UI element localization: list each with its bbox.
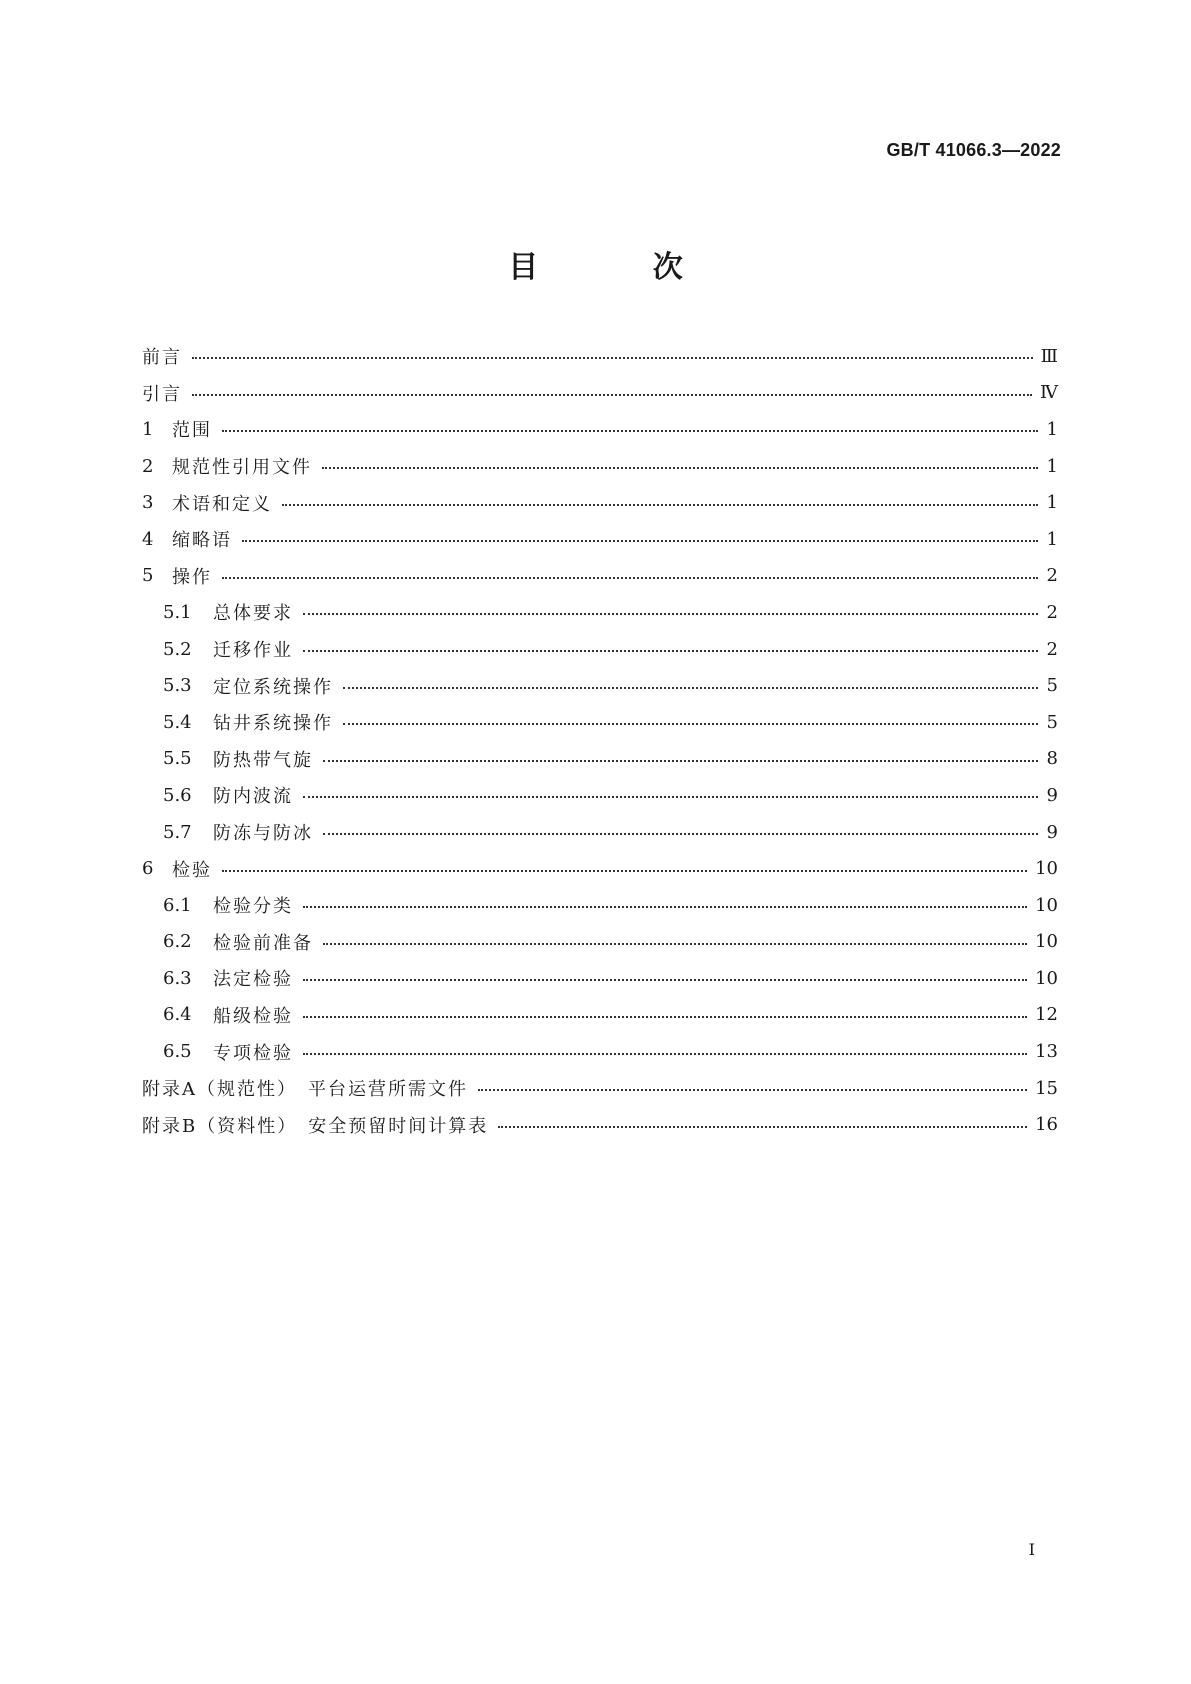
toc-entry[interactable] bbox=[142, 704, 1058, 741]
toc-entry-number: 5.2 bbox=[163, 638, 192, 660]
toc-entry[interactable] bbox=[142, 594, 1058, 631]
toc-leader-dots bbox=[192, 394, 1032, 396]
toc-leader-dots bbox=[303, 650, 1038, 652]
toc-entry-label: 钻井系统操作 bbox=[213, 713, 333, 735]
toc-leader-dots bbox=[282, 504, 1038, 506]
toc-entry-page: 5 bbox=[1046, 711, 1058, 733]
toc-leader-dots bbox=[303, 796, 1038, 798]
toc-entry[interactable] bbox=[142, 521, 1058, 558]
toc-leader-dots bbox=[343, 687, 1038, 689]
toc-entry-page: 2 bbox=[1046, 638, 1058, 660]
toc-entry-number: 6.4 bbox=[163, 1004, 192, 1026]
toc-leader-dots bbox=[322, 467, 1038, 469]
toc-entry-page: 16 bbox=[1035, 1114, 1058, 1136]
toc-entry-page: 15 bbox=[1035, 1077, 1058, 1099]
toc-entry[interactable] bbox=[142, 631, 1058, 668]
toc-entry-label: 迁移作业 bbox=[213, 640, 293, 662]
toc-leader-dots bbox=[222, 430, 1038, 432]
toc-entry-page: 12 bbox=[1035, 1004, 1058, 1026]
page-number: I bbox=[1028, 1540, 1035, 1559]
toc-leader-dots bbox=[323, 943, 1027, 945]
toc-entry-label: 专项检验 bbox=[213, 1042, 293, 1064]
toc-entry-number: 5.6 bbox=[163, 784, 192, 806]
toc-entry-page: 1 bbox=[1046, 455, 1058, 477]
toc-entry-page: 5 bbox=[1046, 675, 1058, 697]
toc-entry-number: 2 bbox=[142, 455, 154, 477]
toc-leader-dots bbox=[303, 979, 1027, 981]
toc-entry-label: 检验 bbox=[172, 859, 212, 881]
toc-leader-dots bbox=[303, 1016, 1027, 1018]
toc-entry-label: 检验前准备 bbox=[213, 932, 313, 954]
toc-entry[interactable] bbox=[142, 375, 1058, 412]
toc-entry-label: 定位系统操作 bbox=[213, 676, 333, 698]
toc-entry-page: 10 bbox=[1035, 967, 1058, 989]
toc-entry-number: 6.2 bbox=[163, 931, 192, 953]
toc-title: 目 次 bbox=[508, 250, 735, 285]
toc-leader-dots bbox=[343, 723, 1038, 725]
toc-entry-page: 10 bbox=[1035, 894, 1058, 916]
document-code: GB/T 41066.3—2022 bbox=[886, 140, 1061, 160]
toc-leader-dots bbox=[323, 760, 1038, 762]
toc-leader-dots bbox=[323, 833, 1038, 835]
toc-entry-page: 9 bbox=[1046, 821, 1058, 843]
toc-entry[interactable] bbox=[142, 667, 1058, 704]
toc-entry-page: 1 bbox=[1046, 492, 1058, 514]
toc-entry[interactable] bbox=[142, 777, 1058, 814]
table-of-contents bbox=[142, 338, 1058, 1143]
toc-entry[interactable] bbox=[142, 887, 1058, 924]
toc-leader-dots bbox=[303, 1053, 1027, 1055]
toc-entry[interactable] bbox=[142, 960, 1058, 997]
toc-leader-dots bbox=[478, 1089, 1027, 1091]
toc-entry[interactable] bbox=[142, 484, 1058, 521]
toc-entry-page: 2 bbox=[1046, 565, 1058, 587]
toc-entry[interactable] bbox=[142, 1033, 1058, 1070]
toc-entry-label: 前言 bbox=[142, 347, 182, 369]
toc-entry-number: 6.3 bbox=[163, 967, 192, 989]
toc-entry-label: 附录B（资料性） 安全预留时间计算表 bbox=[142, 1115, 489, 1137]
toc-entry-number: 6 bbox=[142, 858, 154, 880]
toc-entry-number: 3 bbox=[142, 492, 154, 514]
toc-entry-page: 1 bbox=[1046, 418, 1058, 440]
toc-entry-page: Ⅳ bbox=[1040, 382, 1058, 404]
toc-leader-dots bbox=[303, 906, 1027, 908]
toc-entry[interactable] bbox=[142, 924, 1058, 961]
toc-entry-label: 操作 bbox=[172, 566, 212, 588]
toc-entry[interactable] bbox=[142, 558, 1058, 595]
toc-entry-label: 术语和定义 bbox=[172, 493, 272, 515]
toc-entry-page: 10 bbox=[1035, 931, 1058, 953]
toc-entry-page: 10 bbox=[1035, 858, 1058, 880]
toc-entry[interactable] bbox=[142, 1106, 1058, 1143]
toc-entry-number: 6.1 bbox=[163, 894, 192, 916]
toc-entry-label: 船级检验 bbox=[213, 1005, 293, 1027]
toc-entry-page: Ⅲ bbox=[1040, 345, 1058, 367]
toc-entry-page: 1 bbox=[1046, 528, 1058, 550]
toc-leader-dots bbox=[303, 613, 1038, 615]
toc-entry-number: 5.1 bbox=[163, 601, 192, 623]
toc-leader-dots bbox=[192, 357, 1033, 359]
toc-entry-label: 范围 bbox=[172, 420, 212, 442]
toc-leader-dots bbox=[242, 540, 1038, 542]
toc-entry-page: 9 bbox=[1046, 784, 1058, 806]
toc-entry-label: 防热带气旋 bbox=[213, 749, 313, 771]
toc-entry-label: 总体要求 bbox=[213, 603, 293, 625]
toc-entry[interactable] bbox=[142, 850, 1058, 887]
toc-entry-page: 2 bbox=[1046, 601, 1058, 623]
toc-entry-label: 检验分类 bbox=[213, 896, 293, 918]
toc-entry-label: 防内波流 bbox=[213, 786, 293, 808]
toc-leader-dots bbox=[498, 1126, 1027, 1128]
toc-entry-number: 5.7 bbox=[163, 821, 192, 843]
toc-entry[interactable] bbox=[142, 1070, 1058, 1107]
toc-entry[interactable] bbox=[142, 411, 1058, 448]
toc-entry-number: 6.5 bbox=[163, 1041, 192, 1063]
toc-entry-label: 缩略语 bbox=[172, 530, 232, 552]
toc-entry[interactable] bbox=[142, 997, 1058, 1034]
toc-entry-label: 规范性引用文件 bbox=[172, 457, 312, 479]
toc-leader-dots bbox=[222, 577, 1038, 579]
toc-entry-page: 13 bbox=[1035, 1041, 1058, 1063]
toc-entry[interactable] bbox=[142, 741, 1058, 778]
toc-entry[interactable] bbox=[142, 338, 1058, 375]
toc-entry[interactable] bbox=[142, 448, 1058, 485]
toc-entry-number: 4 bbox=[142, 528, 154, 550]
toc-entry[interactable] bbox=[142, 814, 1058, 851]
toc-entry-label: 引言 bbox=[142, 383, 182, 405]
toc-entry-label: 附录A（规范性） 平台运营所需文件 bbox=[142, 1079, 468, 1101]
toc-entry-number: 5.3 bbox=[163, 675, 192, 697]
toc-entry-label: 法定检验 bbox=[213, 969, 293, 991]
toc-entry-number: 5.4 bbox=[163, 711, 192, 733]
toc-entry-number: 5 bbox=[142, 565, 154, 587]
toc-entry-number: 1 bbox=[142, 418, 154, 440]
toc-entry-number: 5.5 bbox=[163, 748, 192, 770]
toc-entry-label: 防冻与防冰 bbox=[213, 823, 313, 845]
toc-entry-page: 8 bbox=[1046, 748, 1058, 770]
toc-leader-dots bbox=[222, 870, 1027, 872]
